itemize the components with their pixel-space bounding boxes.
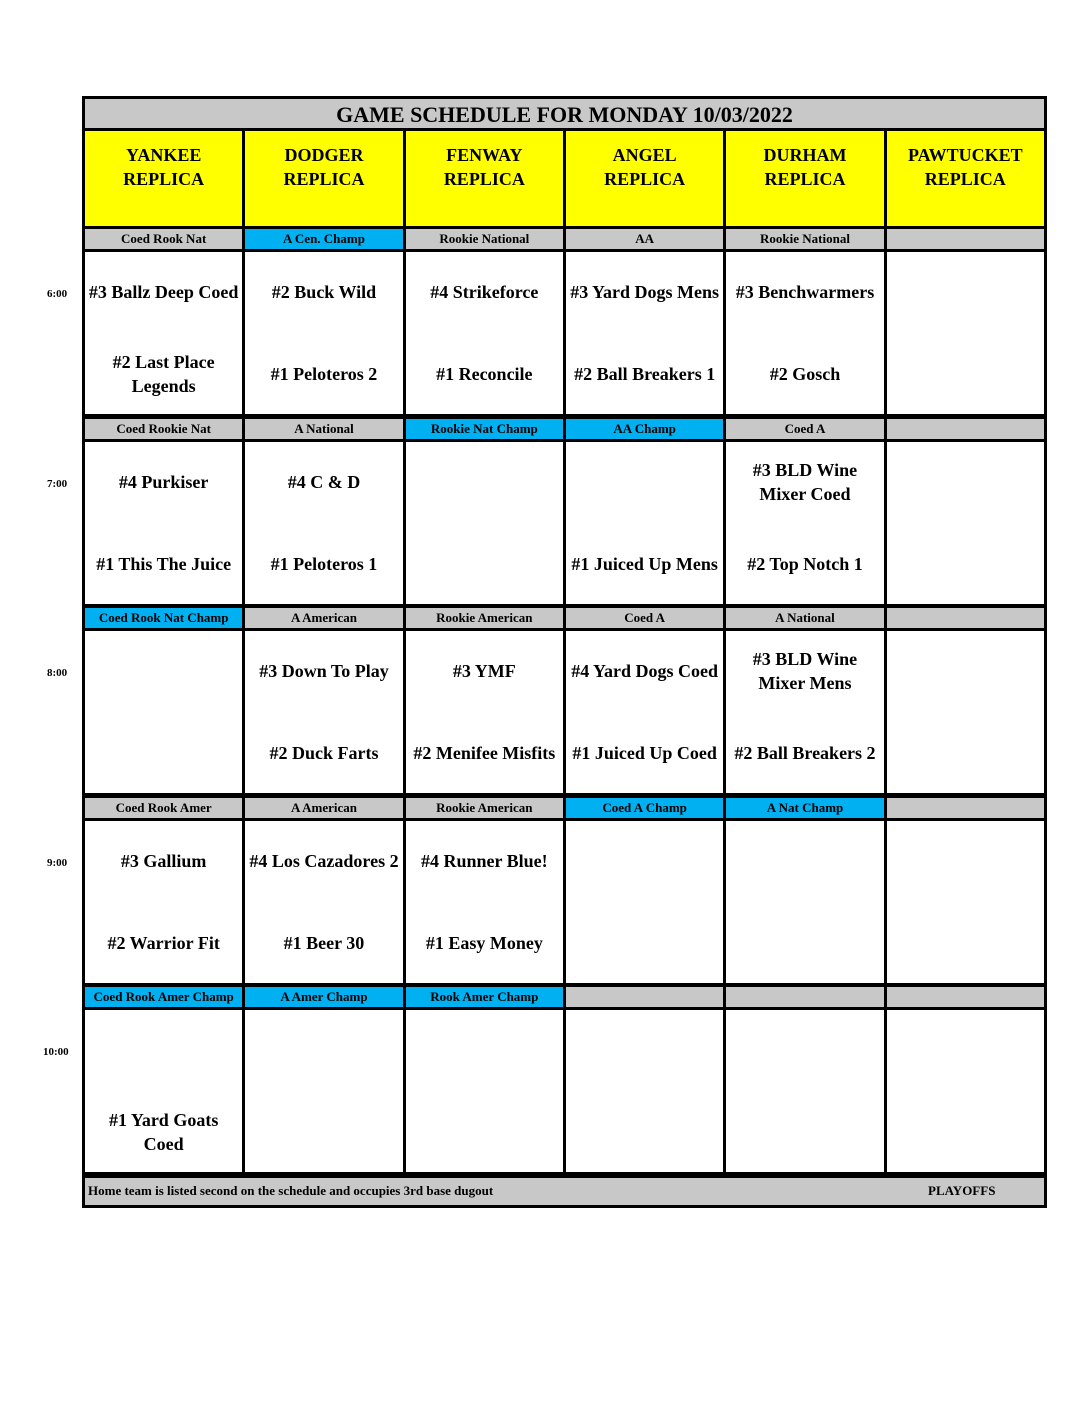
home-team (248, 1106, 399, 1158)
field-name: FENWAY (446, 145, 523, 165)
game-cell (406, 821, 563, 983)
game-cell (406, 631, 563, 793)
away-team: #4 C & D (287, 471, 361, 492)
home-team-note: Home team is listed second on the schedule and occupies 3rd base dugout (88, 1183, 494, 1198)
field-header-pawtucket (887, 131, 1044, 226)
home-team (729, 1106, 880, 1158)
game-cell (887, 821, 1044, 983)
game-cell (85, 252, 242, 414)
home-team: #1 Beer 30 (283, 932, 365, 953)
game-cell (726, 1010, 883, 1172)
away-team: #4 Strikeforce (430, 282, 539, 302)
away-team: #4 Purkiser (118, 471, 209, 492)
away-team: #3 Yard Dogs Mens (570, 282, 720, 302)
game-cell (245, 631, 402, 793)
home-team: #1 Juiced Up Mens (571, 553, 718, 574)
field-header-row (85, 131, 1044, 226)
division-label: Coed A (726, 419, 883, 439)
time-label: 8:00 (47, 667, 68, 679)
game-cell (887, 1010, 1044, 1172)
field-name: PAWTUCKET (907, 145, 1023, 165)
away-team (890, 456, 1041, 508)
time-slot-block (85, 608, 1044, 793)
division-label-champ: A Amer Champ (245, 987, 402, 1007)
game-cell (85, 1010, 242, 1172)
game-cell (406, 1010, 563, 1172)
home-team: #1 Peloteros 1 (270, 553, 378, 574)
home-team (890, 1106, 1041, 1158)
time-slot-block (85, 229, 1044, 414)
game-cell (245, 821, 402, 983)
division-label: Coed A (566, 608, 723, 628)
home-team (890, 917, 1041, 969)
field-name: YANKEE (125, 145, 202, 165)
game-cell (406, 252, 563, 414)
home-team: #1 Yard Goats Coed (108, 1110, 219, 1154)
division-label (887, 987, 1044, 1007)
away-team (569, 835, 720, 887)
away-team: #4 Los Cazadores 2 (249, 850, 399, 871)
field-header-dodger (245, 131, 402, 226)
game-cell (726, 252, 883, 414)
division-label-champ: Rook Amer Champ (406, 987, 563, 1007)
away-team (409, 456, 560, 508)
away-team (890, 645, 1041, 697)
division-label: AA (566, 229, 723, 249)
division-label (887, 229, 1044, 249)
division-label-champ: Coed Rook Amer Champ (85, 987, 242, 1007)
game-cell (566, 252, 723, 414)
home-team (890, 727, 1041, 779)
division-row (85, 798, 1044, 818)
division-label: A National (245, 419, 402, 439)
time-label: 6:00 (47, 288, 68, 300)
home-team: #1 Juiced Up Coed (572, 743, 717, 763)
game-cell (406, 442, 563, 604)
home-team: #2 Gosch (769, 364, 841, 384)
time-label: 10:00 (43, 1046, 69, 1058)
game-cell (566, 1010, 723, 1172)
division-label: A American (245, 798, 402, 818)
field-header-fenway (406, 131, 563, 226)
field-sub: REPLICA (123, 169, 205, 189)
game-cell (726, 442, 883, 604)
away-team: #3 Ballz Deep Coed (88, 282, 239, 302)
division-label-champ: A Nat Champ (726, 798, 883, 818)
field-sub: REPLICA (924, 169, 1006, 189)
away-team: #3 BLD Wine Mixer Coed (752, 459, 858, 504)
page-title: GAME SCHEDULE FOR MONDAY 10/03/2022 (85, 99, 1044, 131)
away-team (729, 835, 880, 887)
home-team: #2 Duck Farts (269, 743, 379, 763)
game-cell (566, 821, 723, 983)
away-team (729, 1024, 880, 1076)
field-name: ANGEL (612, 145, 677, 165)
field-name: DURHAM (763, 145, 847, 165)
division-label: Coed Rook Nat (85, 229, 242, 249)
game-cell (726, 631, 883, 793)
away-team: #2 Buck Wild (271, 282, 377, 302)
game-cell (85, 631, 242, 793)
home-team (890, 348, 1041, 400)
division-label: Rookie American (406, 608, 563, 628)
away-team (409, 1024, 560, 1076)
home-team: #2 Ball Breakers 1 (574, 364, 716, 384)
home-team (729, 917, 880, 969)
game-cell (85, 821, 242, 983)
game-row (85, 821, 1044, 983)
time-label: 9:00 (47, 856, 68, 869)
division-row (85, 229, 1044, 249)
away-team (569, 1024, 720, 1076)
game-cell (245, 252, 402, 414)
game-row (85, 1010, 1044, 1172)
division-row (85, 419, 1044, 439)
field-sub: REPLICA (283, 169, 365, 189)
time-slot-block (85, 798, 1044, 983)
home-team (88, 727, 239, 779)
game-row (85, 631, 1044, 793)
away-team (88, 1024, 239, 1076)
field-sub: REPLICA (443, 169, 525, 189)
time-slot-block (85, 987, 1044, 1172)
playoffs-label: PLAYOFFS (928, 1183, 996, 1198)
field-header-durham (726, 131, 883, 226)
home-team: #2 Ball Breakers 2 (734, 743, 876, 763)
division-label (566, 987, 723, 1007)
away-team (248, 1024, 399, 1076)
away-team (569, 456, 720, 508)
away-team (890, 1024, 1041, 1076)
field-header-angel (566, 131, 723, 226)
game-cell (85, 442, 242, 604)
game-cell (726, 821, 883, 983)
division-label-champ: Coed Rook Nat Champ (85, 608, 242, 628)
division-label: Rookie National (726, 229, 883, 249)
division-label (887, 608, 1044, 628)
home-team: #2 Warrior Fit (107, 932, 220, 953)
division-label: Coed Rookie Nat (85, 419, 242, 439)
game-cell (887, 442, 1044, 604)
division-label (887, 419, 1044, 439)
field-header-yankee (85, 131, 242, 226)
home-team (409, 1106, 560, 1158)
game-cell (566, 442, 723, 604)
home-team: #2 Menifee Misfits (413, 743, 556, 763)
schedule-footer (85, 1175, 1044, 1205)
time-label: 7:00 (47, 477, 68, 490)
schedule-sheet (82, 96, 1047, 1208)
away-team: #3 BLD Wine Mixer Mens (752, 649, 858, 693)
home-team: #1 Easy Money (425, 932, 543, 953)
division-label-champ: A Cen. Champ (245, 229, 402, 249)
division-row (85, 608, 1044, 628)
game-row (85, 252, 1044, 414)
division-label: Rookie American (406, 798, 563, 818)
away-team (890, 266, 1041, 318)
game-row (85, 442, 1044, 604)
field-name: DODGER (284, 145, 364, 165)
home-team: #2 Top Notch 1 (747, 553, 863, 574)
away-team (890, 835, 1041, 887)
field-sub: REPLICA (604, 169, 686, 189)
game-cell (887, 252, 1044, 414)
division-label: A National (726, 608, 883, 628)
division-label (887, 798, 1044, 818)
home-team: #1 This The Juice (96, 553, 232, 574)
home-team: #1 Reconcile (436, 364, 533, 384)
away-team (88, 645, 239, 697)
division-label-champ: AA Champ (566, 419, 723, 439)
home-team (890, 538, 1041, 590)
home-team (569, 917, 720, 969)
away-team: #4 Yard Dogs Coed (571, 661, 719, 681)
away-team: #4 Runner Blue! (420, 850, 548, 871)
division-label (726, 987, 883, 1007)
away-team: #3 YMF (452, 661, 516, 681)
home-team: #2 Last Place Legends (112, 352, 215, 396)
division-label: A American (245, 608, 402, 628)
game-cell (245, 442, 402, 604)
field-sub: REPLICA (764, 169, 846, 189)
game-cell (566, 631, 723, 793)
division-row (85, 987, 1044, 1007)
time-slot-block (85, 419, 1044, 604)
game-cell (887, 631, 1044, 793)
home-team (409, 538, 560, 590)
division-label: Coed Rook Amer (85, 798, 242, 818)
division-label-champ: Rookie Nat Champ (406, 419, 563, 439)
division-label-champ: Coed A Champ (566, 798, 723, 818)
away-team: #3 Gallium (120, 850, 207, 871)
home-team (569, 1106, 720, 1158)
away-team: #3 Benchwarmers (735, 282, 875, 302)
home-team: #1 Peloteros 2 (270, 364, 378, 384)
away-team: #3 Down To Play (259, 661, 389, 681)
division-label: Rookie National (406, 229, 563, 249)
game-cell (245, 1010, 402, 1172)
